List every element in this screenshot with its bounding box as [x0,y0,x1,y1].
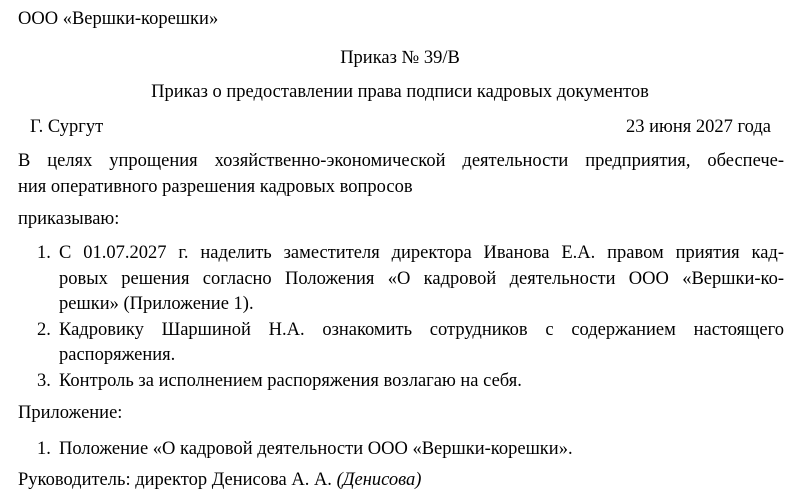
item-line: ровых решения согласно Положения «О кадровой деятельности ООО «Вершки-ко- [59,269,784,289]
appendix-item-text: Положение «О кадровой деятельности ООО «Вершки-корешки». [59,439,573,459]
item-number: 2. [37,320,51,340]
appendix-item-number: 1. [37,439,51,459]
order-city: Г. Сургут [30,117,104,137]
item-line: Кадровику Шаршиной Н.А. ознакомить сотрудников с содержанием настоящего [59,320,784,340]
order-date: 23 июня 2027 года [626,117,771,137]
preamble-line: ния оперативного разрешения кадровых вопросов [18,177,413,197]
signatory-label: Руководитель: директор Денисова А. А. [18,470,337,490]
item-number: 3. [37,371,51,391]
appendix-heading: Приложение: [18,403,123,423]
item-line: решки» (Приложение 1). [59,294,254,314]
order-title: Приказ о предоставлении права подписи кадровых документов [151,82,649,102]
order-number: Приказ № 39/В [340,48,460,68]
item-line: Контроль за исполнением распоряжения возлагаю на себя. [59,371,522,391]
organization-name: ООО «Вершки-корешки» [18,9,219,29]
signature-line [18,467,421,493]
handwritten-signature: (Денисова) [336,470,422,490]
item-line: распоряжения. [59,345,176,365]
preamble-line: В целях упрощения хозяйственно-экономической деятельности предприятия, обеспече- [18,151,784,171]
decree-word: приказываю: [18,209,120,229]
item-number: 1. [37,243,51,263]
item-line: С 01.07.2027 г. наделить заместителя директора Иванова Е.А. правом приятия кад- [59,243,784,263]
